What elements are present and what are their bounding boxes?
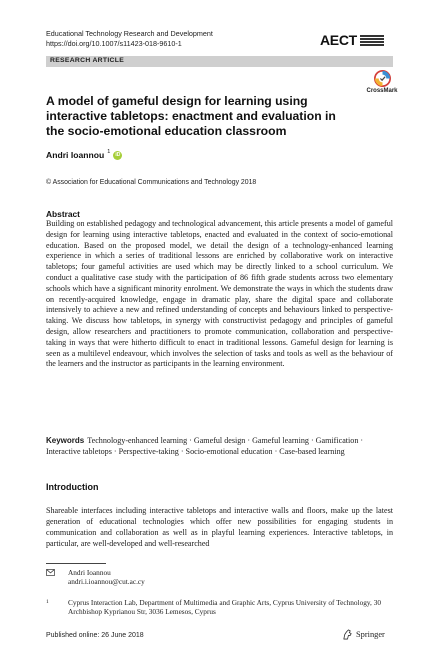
- aect-wordmark: AECT: [320, 32, 357, 48]
- aect-logo-lines-icon: [360, 35, 384, 46]
- springer-logo: [342, 629, 385, 640]
- article-title: A model of gameful design for learning using interactive tabletops: enactment and evaluation in the socio-emotional education classroom: [46, 94, 336, 139]
- crossmark-icon: [374, 70, 391, 87]
- article-type-label: RESEARCH ARTICLE: [50, 57, 125, 64]
- affiliation-mark: 1: [46, 599, 49, 605]
- author-name[interactable]: Andri Ioannou: [46, 150, 105, 160]
- doi-link[interactable]: https://doi.org/10.1007/s11423-018-9610-1: [46, 39, 182, 48]
- orcid-icon[interactable]: iD: [115, 151, 121, 158]
- keywords-label: Keywords: [46, 436, 85, 445]
- envelope-icon: [46, 569, 55, 576]
- keywords-text: Technology-enhanced learning · Gameful design · Gameful learning · Gamification · Interactive tabletops · Perspective-taking · Socio-emotional education · Case-based learning: [46, 436, 364, 456]
- article-type-bar: [46, 56, 393, 67]
- springer-wordmark: Springer: [356, 630, 385, 639]
- abstract-text: Building on established pedagogy and technological advancement, this article presents a model of gameful design for learning using interactive tabletops, enacted and evaluated in the context of socio-emotional education. Based on the proposed model, we detail the design of a technology-enhanced learning experience in which a series of traditional lessons are enriched by collaborative work on interactive tabletops; four gameful activities are used which may be directly linked to a school curriculum. We conduct a qualitative case study with the participation of 86 fifth grade students across two elementary schools which have a significant minority enrolment. We demonstrate the ways in which the students draw on recently-acquired knowledge, engage in dramatic play, share the digital space and collaborate intensively to achieve a new and refined understanding of concepts and behaviours linked to perspective-taking. We discuss how tabletops, in synergy with constructivist pedagogy and principles of gameful design, allow researchers and practitioners to promote communication, collaboration and perspective-taking in ways that were hitherto difficult to enact in traditional lessons. Gameful design for learning is seen as a multilevel endeavour, which involves the selection of tasks and tools as well as the behaviour of the learners and the instructor as participants in the learning environment.: [46, 219, 393, 369]
- crossmark-badge[interactable]: [362, 70, 402, 98]
- running-header: [46, 29, 213, 49]
- author-affil-mark: 1: [107, 149, 111, 155]
- published-date: Published online: 26 June 2018: [46, 632, 144, 639]
- introduction-heading: Introduction: [46, 482, 99, 492]
- contact-name: Andri Ioannou: [68, 568, 111, 577]
- aect-logo: [320, 32, 402, 48]
- footnote-divider: [46, 563, 106, 564]
- crossmark-label: CrossMark: [366, 88, 398, 94]
- journal-name: Educational Technology Research and Development: [46, 29, 213, 38]
- contact-email[interactable]: andri.i.ioannou@cut.ac.cy: [68, 577, 145, 587]
- keywords-line: [46, 435, 393, 457]
- abstract-heading: Abstract: [46, 209, 80, 219]
- affiliation-text: Cyprus Interaction Lab, Department of Multimedia and Graphic Arts, Cyprus University of Technology, 30 Archbishop Kyprianou Str, 3036 Lemesos, Cyprus: [68, 598, 381, 617]
- copyright-line: © Association for Educational Communications and Technology 2018: [46, 179, 257, 186]
- author-line: [46, 150, 122, 160]
- introduction-text: Shareable interfaces including interactive tabletops and interactive walls and floors, make up the latest generation of educational technologies which offer new possibilities for engaging students in communication and collaboration as well as in playful learning experiences. Interactive tabletops, in particular, are well-developed and well-researched: [46, 506, 393, 548]
- springer-horse-icon: [342, 629, 353, 640]
